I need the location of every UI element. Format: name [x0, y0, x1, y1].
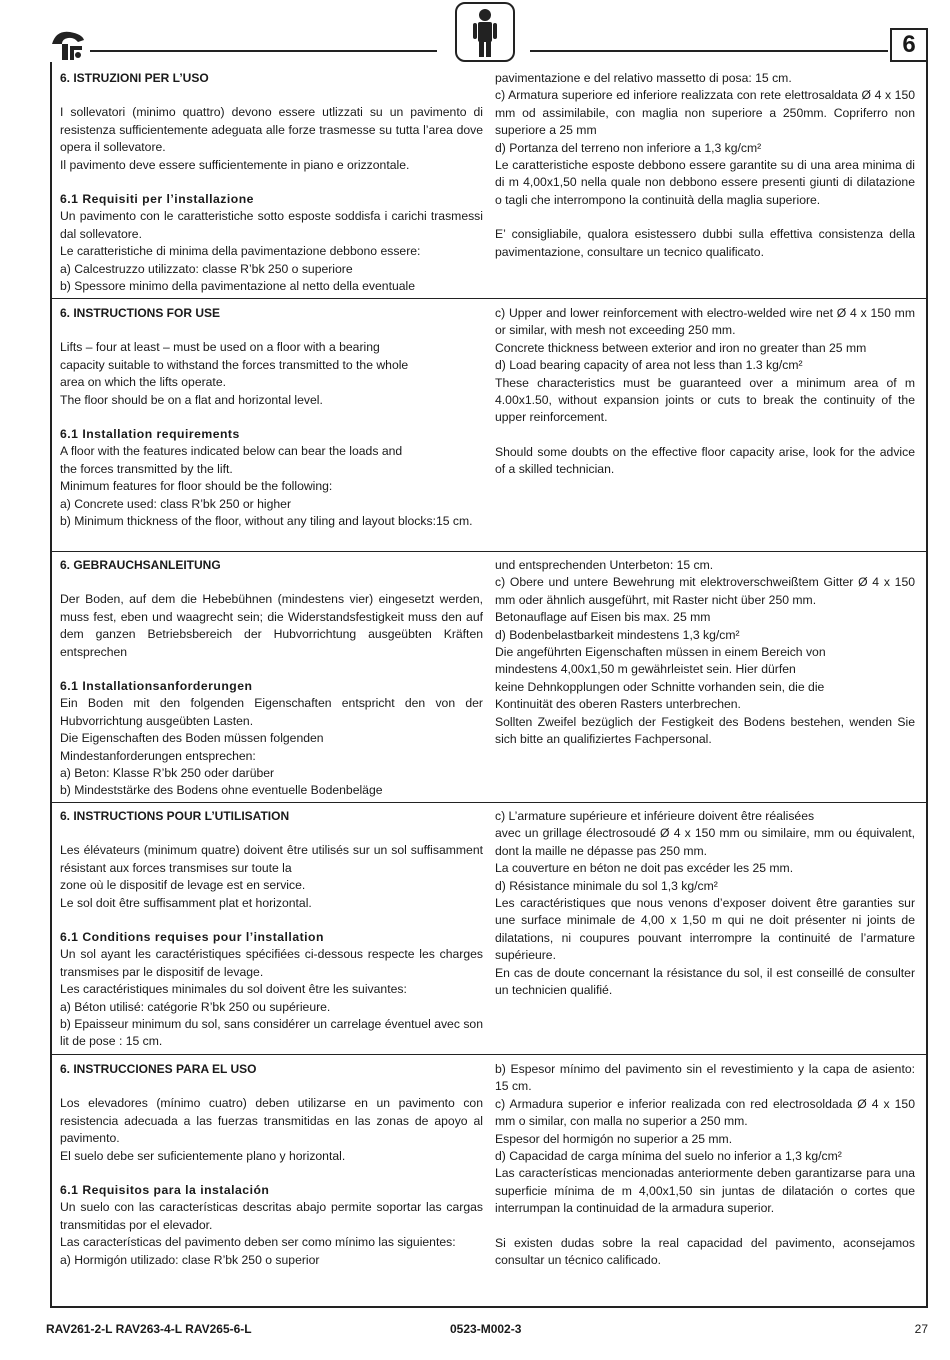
paragraph: Kontinuität des oberen Rasters unterbrechen.: [495, 697, 741, 712]
section-divider: [52, 298, 926, 299]
paragraph: Ein Boden mit den folgenden Eigenschaften entspricht den von der Hubvorrichtung ausgeübten Lasten.: [60, 696, 483, 728]
paragraph: Lifts – four at least – must be used on a floor with a bearing: [60, 340, 380, 355]
paragraph: a) Calcestruzzo utilizzato: classe R’bk 250 o superiore: [60, 261, 353, 276]
paragraph: Si existen dudas sobre la real capacidad del pavimento, aconsejamos consultar un técnico calificado.: [495, 1235, 915, 1268]
paragraph: The floor should be on a flat and horizontal level.: [60, 392, 323, 407]
paragraph: En cas de doute concernant la résistance du sol, il est conseillé de consulter un technicien qualifié.: [495, 965, 915, 998]
section-english: [52, 305, 926, 551]
section-en-left: [60, 305, 483, 530]
section-fr-subtitle: 6.1 Conditions requises pour l’installation: [60, 930, 324, 945]
paragraph: b) Mindeststärke des Bodens ohne eventuelle Bodenbeläge: [60, 783, 383, 798]
paragraph: b) Spessore minimo della pavimentazione al netto della eventuale: [60, 279, 416, 294]
section-fr-left: [60, 808, 483, 1051]
paragraph: Espesor del hormigón no superior a 25 mm.: [495, 1131, 733, 1146]
paragraph: b) Epaisseur minimum du sol, sans considérer un carrelage éventuel avec son lit de pose : 15 cm.: [60, 1017, 483, 1049]
section-french: [52, 808, 926, 1054]
paragraph: capacity suitable to withstand the forces transmitted to the whole: [60, 357, 409, 372]
paragraph: Las características del pavimento deben ser como mínimo las siguientes:: [60, 1235, 456, 1250]
paragraph: Los elevadores (mínimo cuatro) deben utilizarse en un pavimento con resistencia adecuada a las fuerzas transmitidas en las zonas de apoyo al pavimento.: [60, 1096, 483, 1146]
paragraph: Les caractéristiques minimales du sol doivent être les suivantes:: [60, 982, 407, 997]
paragraph: Le caratteristiche esposte debbono essere garantite su di una area minima di di m 4,00x1,50 nella quale non debbono essere presenti giunti di dilatazione o tagli che interrompono la continuità della maglia superiore.: [495, 158, 915, 207]
section-en-subtitle: 6.1 Installation requirements: [60, 427, 240, 442]
section-divider: [52, 551, 926, 552]
paragraph: I sollevatori (minimo quattro) devono essere utlizzati su un pavimento di resistenza sufficientemente adeguata alle forze trasmesse su tutta l’area dove opera il sollevatore.: [60, 105, 483, 155]
section-it-title: 6. ISTRUZIONI PER L’USO: [60, 71, 209, 85]
section-es-right: [495, 1061, 915, 1269]
paragraph: These characteristics must be guaranteed over a minimum area of m 4.00x1.50, without expansion joints or cuts to break the continuity of the upper reinforcement.: [495, 375, 915, 425]
paragraph: the forces transmitted by the lift.: [60, 461, 233, 476]
footer-models: RAV261-2-L RAV263-4-L RAV265-6-L: [46, 1322, 252, 1336]
paragraph: d) Portanza del terreno non inferiore a 1,3 kg/cm²: [495, 140, 762, 155]
paragraph: b) Minimum thickness of the floor, without any tiling and layout blocks:15 cm.: [60, 514, 473, 529]
paragraph: Minimum features for floor should be the following:: [60, 479, 333, 494]
section-de-left: [60, 557, 483, 800]
section-es-subtitle: 6.1 Requisitos para la instalación: [60, 1183, 270, 1198]
paragraph: Le sol doit être suffisamment plat et horizontal.: [60, 895, 312, 910]
paragraph: d) Capacidad de carga mínima del suelo no inferior a 1,3 kg/cm²: [495, 1149, 842, 1164]
section-de-title: 6. GEBRAUCHSANLEITUNG: [60, 558, 221, 572]
paragraph: El suelo debe ser suficientemente plano y horizontal.: [60, 1148, 346, 1163]
paragraph: c) Obere und untere Bewehrung mit elektroverschweißtem Gitter Ø 4 x 150 mm oder ähnlich ausgeführt, mit Raster nicht über 250 mm.: [495, 575, 915, 607]
paragraph: avec un grillage électrosoudé Ø 4 x 150 mm ou similaire, mm ou équivalent, dont la maille ne dépasse pas 250 mm.: [495, 826, 915, 858]
section-it-right: [495, 70, 915, 261]
paragraph: d) Résistance minimale du sol 1,3 kg/cm²: [495, 878, 718, 893]
header-rule-left: [90, 50, 437, 52]
paragraph: Die angeführten Eigenschaften müssen in einem Bereich von: [495, 645, 826, 660]
section-divider: [52, 802, 926, 803]
paragraph: Sollten Zweifel bezüglich der Festigkeit des Bodens bestehen, wenden Sie sich bitte an qualifiziertes Fachpersonal.: [495, 714, 915, 747]
section-spanish: [52, 1061, 926, 1306]
paragraph: b) Espesor mínimo del pavimento sin el revestimiento y la capa de asiento: 15 cm.: [495, 1062, 915, 1094]
page-number: 27: [914, 1322, 928, 1336]
section-es-title: 6. INSTRUCCIONES PARA EL USO: [60, 1062, 257, 1076]
paragraph: area on which the lifts operate.: [60, 375, 226, 390]
paragraph: Les caractéristiques que nous venons d’exposer doivent être garanties sur une surface minimale de 4,00 x 1,50 m qui ne doit présenter ni joints de dilatations, ni coupures pouvant interrompre la continuité de l’armature supérieure.: [495, 896, 915, 963]
paragraph: mindestens 4,00x1,50 m gewährleistet sein. Hier dürfen: [495, 662, 796, 677]
paragraph: zone où le dispositif de levage est en service.: [60, 878, 306, 893]
paragraph: und entsprechenden Unterbeton: 15 cm.: [495, 558, 714, 572]
section-german: [52, 557, 926, 802]
section-divider: [52, 1054, 926, 1055]
section-fr-right: [495, 808, 915, 999]
paragraph: Un pavimento con le caratteristiche sotto esposte soddisfa i carichi trasmessi dal sollevatore.: [60, 209, 483, 241]
paragraph: d) Bodenbelastbarkeit mindestens 1,3 kg/cm²: [495, 627, 740, 642]
paragraph: Las características mencionadas anteriormente deben garantizarse para una superficie mínima de m 4,00x1,50 sin juntas de dilatación o cortes que interrumpan la continuidad de la armadura superior.: [495, 1166, 915, 1216]
section-fr-title: 6. INSTRUCTIONS POUR L’UTILISATION: [60, 809, 290, 823]
footer-doc-code: 0523-M002-3: [450, 1322, 522, 1336]
section-italian: [52, 70, 926, 298]
paragraph: Les élévateurs (minimum quatre) doivent être utilisés sur un sol suffisamment résistant aux forces transmises sur toute la: [60, 843, 483, 875]
paragraph: E’ consigliabile, qualora esistessero dubbi sulla effettiva consistenza della pavimentazione, consultare un tecnico qualificato.: [495, 227, 915, 259]
operator-icon: [455, 2, 515, 62]
paragraph: La couverture en béton ne doit pas excéder les 25 mm.: [495, 861, 794, 876]
section-en-right: [495, 305, 915, 479]
paragraph: a) Hormigón utilizado: clase R’bk 250 o superior: [60, 1252, 320, 1267]
section-it-subtitle: 6.1 Requisiti per l’installazione: [60, 192, 254, 207]
paragraph: Il pavimento deve essere sufficientemente in piano e orizzontale.: [60, 157, 410, 172]
paragraph: Un sol ayant les caractéristiques spécifiées ci-dessous respecte les charges transmises par le dispositif de levage.: [60, 947, 483, 979]
paragraph: Should some doubts on the effective floor capacity arise, look for the advice of a skilled technician.: [495, 444, 915, 477]
paragraph: c) Upper and lower reinforcement with electro-welded wire net Ø 4 x 150 mm or similar, with mesh not exceeding 250 mm.: [495, 306, 915, 338]
brand-logo-icon: [48, 26, 88, 62]
header-rule-right: [530, 50, 888, 52]
paragraph: c) Armatura superiore ed inferiore realizzata con rete elettrosaldata Ø 4 x 150 mm od assimilabile, con maglia non superiore a 250mm. Copriferro non superiore a 25 mm: [495, 88, 915, 138]
section-it-left: [60, 70, 483, 295]
paragraph: keine Dehnkopplungen oder Schnitte vorhanden sein, die die: [495, 679, 825, 694]
paragraph: a) Concrete used: class R’bk 250 or higher: [60, 496, 292, 511]
chapter-number: 6: [890, 28, 928, 62]
paragraph: Die Eigenschaften des Boden müssen folgenden: [60, 731, 324, 746]
paragraph: A floor with the features indicated below can bear the loads and: [60, 444, 403, 459]
paragraph: d) Load bearing capacity of area not less than 1.3 kg/cm²: [495, 358, 803, 373]
section-es-left: [60, 1061, 483, 1269]
section-de-right: [495, 557, 915, 748]
paragraph: c) Armadura superior e inferior realizada con red electrosoldada Ø 4 x 150 mm o similar, con malla no superior a 250 mm.: [495, 1096, 915, 1129]
paragraph: a) Béton utilisé: catégorie R’bk 250 ou supérieure.: [60, 999, 331, 1014]
paragraph: Mindestanforderungen entsprechen:: [60, 748, 256, 763]
section-en-title: 6. INSTRUCTIONS FOR USE: [60, 306, 221, 320]
paragraph: pavimentazione e del relativo massetto di posa: 15 cm.: [495, 71, 792, 85]
section-de-subtitle: 6.1 Installationsanforderungen: [60, 679, 253, 694]
paragraph: Un suelo con las características descritas abajo permite soportar las cargas transmitidas por el elevador.: [60, 1200, 483, 1232]
paragraph: Concrete thickness between exterior and iron no greater than 25 mm: [495, 340, 867, 355]
paragraph: c) L’armature supérieure et inférieure doivent être réalisées: [495, 809, 815, 823]
paragraph: a) Beton: Klasse R’bk 250 oder darüber: [60, 766, 275, 781]
paragraph: Der Boden, auf dem die Hebebühnen (mindestens vier) eingesetzt werden, muss fest, eben und waagrecht sein; die Widerstandsfestigkeit muss den auf dem ganzen Betriebsbereich der Hubvorrichtung ausgeübten Kräften entsprechen: [60, 592, 483, 659]
paragraph: Betonauflage auf Eisen bis max. 25 mm: [495, 610, 711, 625]
paragraph: Le caratteristiche di minima della pavimentazione debbono essere:: [60, 244, 421, 259]
